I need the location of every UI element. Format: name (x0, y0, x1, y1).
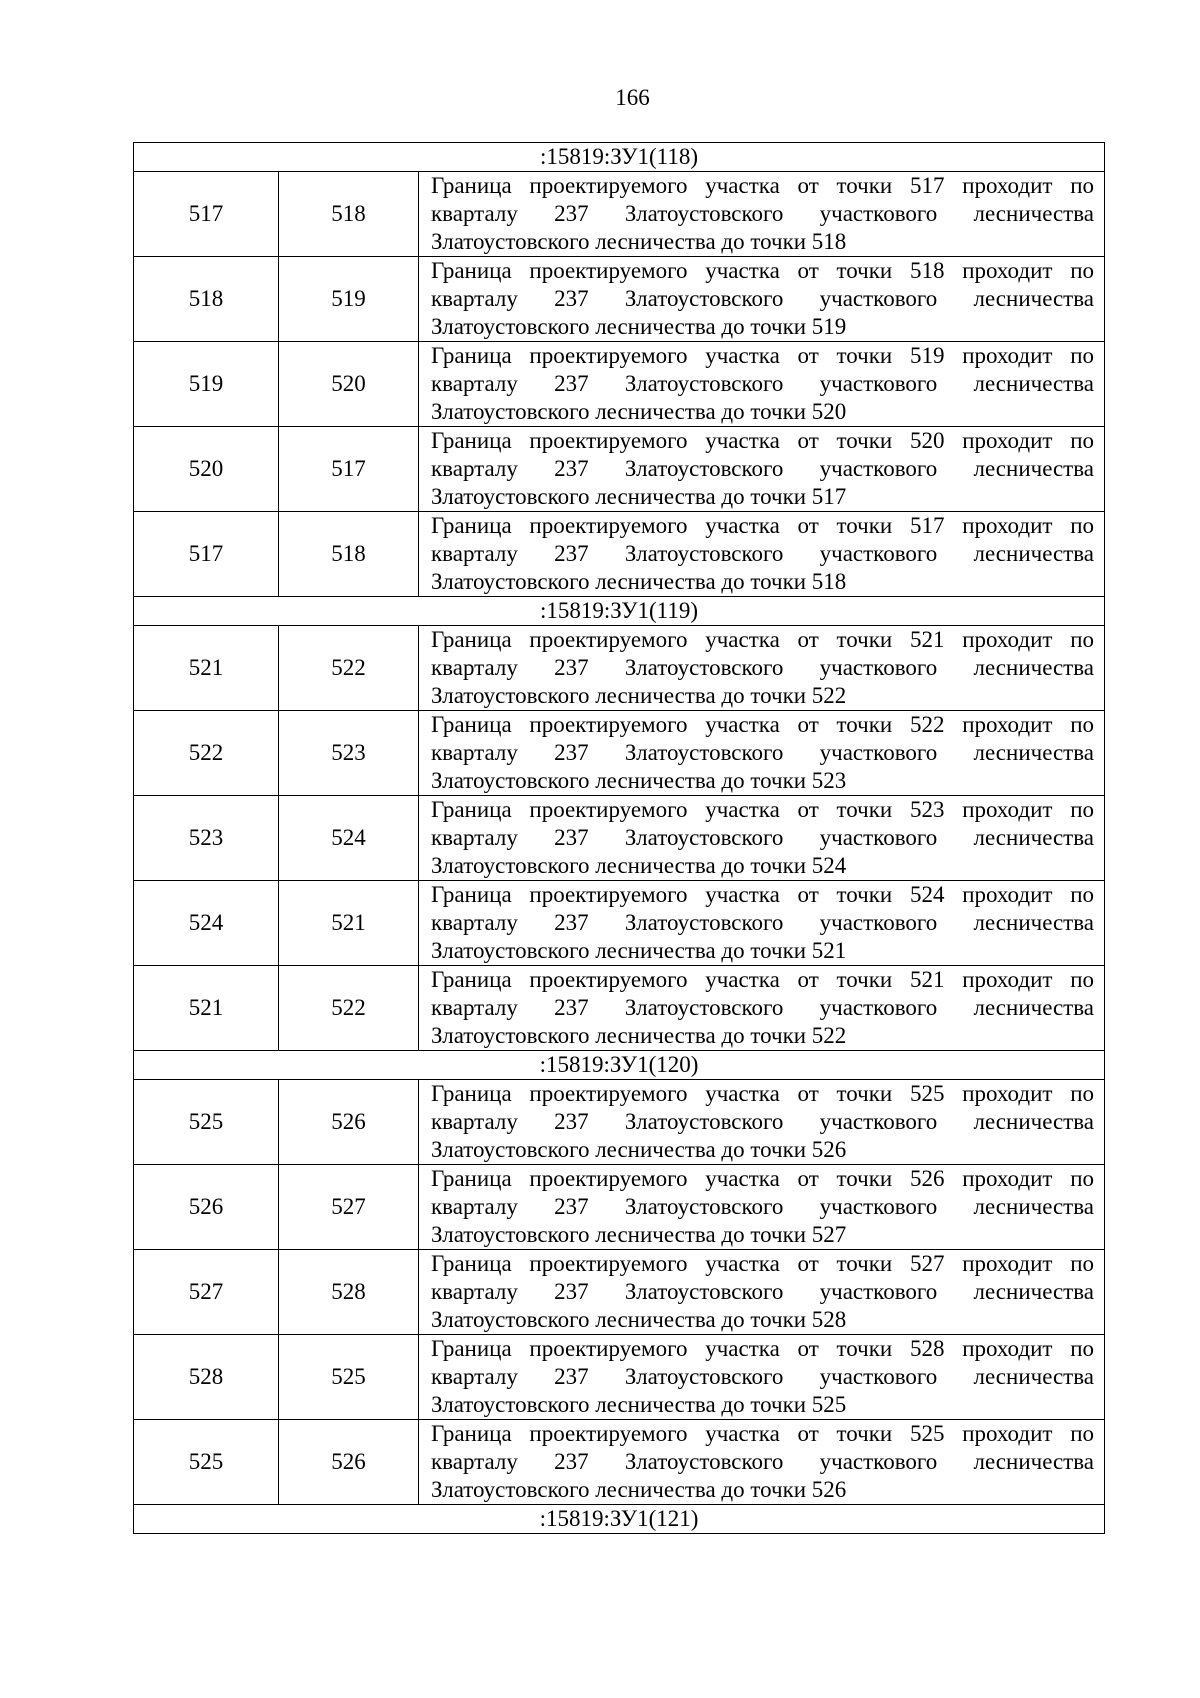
parcel-header-row (134, 597, 1105, 626)
from-point: 519 (134, 342, 279, 427)
to-point: 522 (279, 966, 419, 1051)
parcel-header-row (134, 143, 1105, 172)
boundary-description (419, 427, 1105, 512)
to-point: 528 (279, 1250, 419, 1335)
boundary-description (419, 626, 1105, 711)
description-line: Златоустовского лесничества до точки 525 (431, 1392, 847, 1417)
description-line: кварталу 237 Златоустовского участкового лесничества (431, 201, 1094, 226)
description-line: Златоустовского лесничества до точки 518 (431, 569, 847, 594)
from-point: 517 (134, 512, 279, 597)
description-line: кварталу 237 Златоустовского участкового лесничества (431, 995, 1094, 1020)
table-row (134, 1250, 1105, 1335)
description-line: кварталу 237 Златоустовского участкового лесничества (431, 910, 1094, 935)
boundary-description (419, 1250, 1105, 1335)
table-row (134, 966, 1105, 1051)
boundary-description (419, 796, 1105, 881)
description-line: Златоустовского лесничества до точки 524 (431, 853, 847, 878)
parcel-id: :15819:ЗУ1(119) (134, 597, 1105, 626)
description-line: кварталу 237 Златоустовского участкового лесничества (431, 1194, 1094, 1219)
parcel-header-row (134, 1051, 1105, 1080)
to-point: 525 (279, 1335, 419, 1420)
to-point: 519 (279, 257, 419, 342)
description-line: Граница проектируемого участка от точки 523 проходит по (431, 797, 1094, 822)
from-point: 521 (134, 626, 279, 711)
description-line: Златоустовского лесничества до точки 521 (431, 938, 847, 963)
description-line: Граница проектируемого участка от точки 519 проходит по (431, 343, 1094, 368)
boundary-description (419, 1165, 1105, 1250)
description-line: Златоустовского лесничества до точки 522 (431, 683, 847, 708)
table-row (134, 512, 1105, 597)
boundary-description (419, 711, 1105, 796)
description-line: кварталу 237 Златоустовского участкового лесничества (431, 371, 1094, 396)
from-point: 525 (134, 1420, 279, 1505)
table-row (134, 172, 1105, 257)
description-line: Граница проектируемого участка от точки 521 проходит по (431, 967, 1094, 992)
parcel-header-row (134, 1505, 1105, 1534)
description-line: кварталу 237 Златоустовского участкового лесничества (431, 1109, 1094, 1134)
boundary-table-body (134, 143, 1105, 1534)
description-line: Златоустовского лесничества до точки 527 (431, 1222, 847, 1247)
description-line: кварталу 237 Златоустовского участкового лесничества (431, 456, 1094, 481)
description-line: Златоустовского лесничества до точки 519 (431, 314, 847, 339)
from-point: 520 (134, 427, 279, 512)
description-line: Граница проектируемого участка от точки 520 проходит по (431, 428, 1094, 453)
to-point: 523 (279, 711, 419, 796)
description-line: кварталу 237 Златоустовского участкового лесничества (431, 541, 1094, 566)
parcel-id: :15819:ЗУ1(121) (134, 1505, 1105, 1534)
description-line: кварталу 237 Златоустовского участкового лесничества (431, 286, 1094, 311)
table-row (134, 626, 1105, 711)
to-point: 518 (279, 172, 419, 257)
description-line: Златоустовского лесничества до точки 526 (431, 1477, 847, 1502)
boundary-description (419, 512, 1105, 597)
table-row (134, 1165, 1105, 1250)
boundary-description (419, 1080, 1105, 1165)
page-number: 166 (615, 85, 650, 110)
to-point: 520 (279, 342, 419, 427)
description-line: Граница проектируемого участка от точки 517 проходит по (431, 173, 1094, 198)
description-line: Златоустовского лесничества до точки 528 (431, 1307, 847, 1332)
from-point: 517 (134, 172, 279, 257)
from-point: 524 (134, 881, 279, 966)
parcel-id: :15819:ЗУ1(118) (134, 143, 1105, 172)
from-point: 521 (134, 966, 279, 1051)
table-row (134, 257, 1105, 342)
description-line: Златоустовского лесничества до точки 520 (431, 399, 847, 424)
from-point: 525 (134, 1080, 279, 1165)
description-line: кварталу 237 Златоустовского участкового лесничества (431, 1279, 1094, 1304)
from-point: 528 (134, 1335, 279, 1420)
boundary-description (419, 257, 1105, 342)
description-line: Златоустовского лесничества до точки 518 (431, 229, 847, 254)
description-line: кварталу 237 Златоустовского участкового лесничества (431, 1364, 1094, 1389)
boundary-description (419, 172, 1105, 257)
description-line: Граница проектируемого участка от точки 525 проходит по (431, 1081, 1094, 1106)
description-line: кварталу 237 Златоустовского участкового лесничества (431, 740, 1094, 765)
from-point: 522 (134, 711, 279, 796)
description-line: кварталу 237 Златоустовского участкового лесничества (431, 1449, 1094, 1474)
boundary-table (133, 142, 1105, 1534)
description-line: Граница проектируемого участка от точки 526 проходит по (431, 1166, 1094, 1191)
description-line: кварталу 237 Златоустовского участкового лесничества (431, 655, 1094, 680)
description-line: Златоустовского лесничества до точки 517 (431, 484, 847, 509)
table-row (134, 342, 1105, 427)
table-row (134, 1080, 1105, 1165)
description-line: Граница проектируемого участка от точки 527 проходит по (431, 1251, 1094, 1276)
description-line: Граница проектируемого участка от точки 518 проходит по (431, 258, 1094, 283)
boundary-description (419, 1420, 1105, 1505)
to-point: 518 (279, 512, 419, 597)
description-line: Граница проектируемого участка от точки 525 проходит по (431, 1421, 1094, 1446)
description-line: Златоустовского лесничества до точки 526 (431, 1137, 847, 1162)
description-line: Златоустовского лесничества до точки 523 (431, 768, 847, 793)
table-row (134, 796, 1105, 881)
description-line: Граница проектируемого участка от точки 522 проходит по (431, 712, 1094, 737)
to-point: 524 (279, 796, 419, 881)
to-point: 521 (279, 881, 419, 966)
boundary-description (419, 1335, 1105, 1420)
from-point: 518 (134, 257, 279, 342)
table-row (134, 711, 1105, 796)
to-point: 527 (279, 1165, 419, 1250)
table-row (134, 1335, 1105, 1420)
table-row (134, 881, 1105, 966)
description-line: кварталу 237 Златоустовского участкового лесничества (431, 825, 1094, 850)
description-line: Граница проектируемого участка от точки 521 проходит по (431, 627, 1094, 652)
description-line: Граница проектируемого участка от точки 528 проходит по (431, 1336, 1094, 1361)
description-line: Златоустовского лесничества до точки 522 (431, 1023, 847, 1048)
boundary-description (419, 342, 1105, 427)
to-point: 517 (279, 427, 419, 512)
boundary-description (419, 881, 1105, 966)
table-row (134, 1420, 1105, 1505)
from-point: 526 (134, 1165, 279, 1250)
to-point: 526 (279, 1420, 419, 1505)
to-point: 526 (279, 1080, 419, 1165)
to-point: 522 (279, 626, 419, 711)
description-line: Граница проектируемого участка от точки 517 проходит по (431, 513, 1094, 538)
from-point: 523 (134, 796, 279, 881)
parcel-id: :15819:ЗУ1(120) (134, 1051, 1105, 1080)
description-line: Граница проектируемого участка от точки 524 проходит по (431, 882, 1094, 907)
boundary-description (419, 966, 1105, 1051)
from-point: 527 (134, 1250, 279, 1335)
table-row (134, 427, 1105, 512)
